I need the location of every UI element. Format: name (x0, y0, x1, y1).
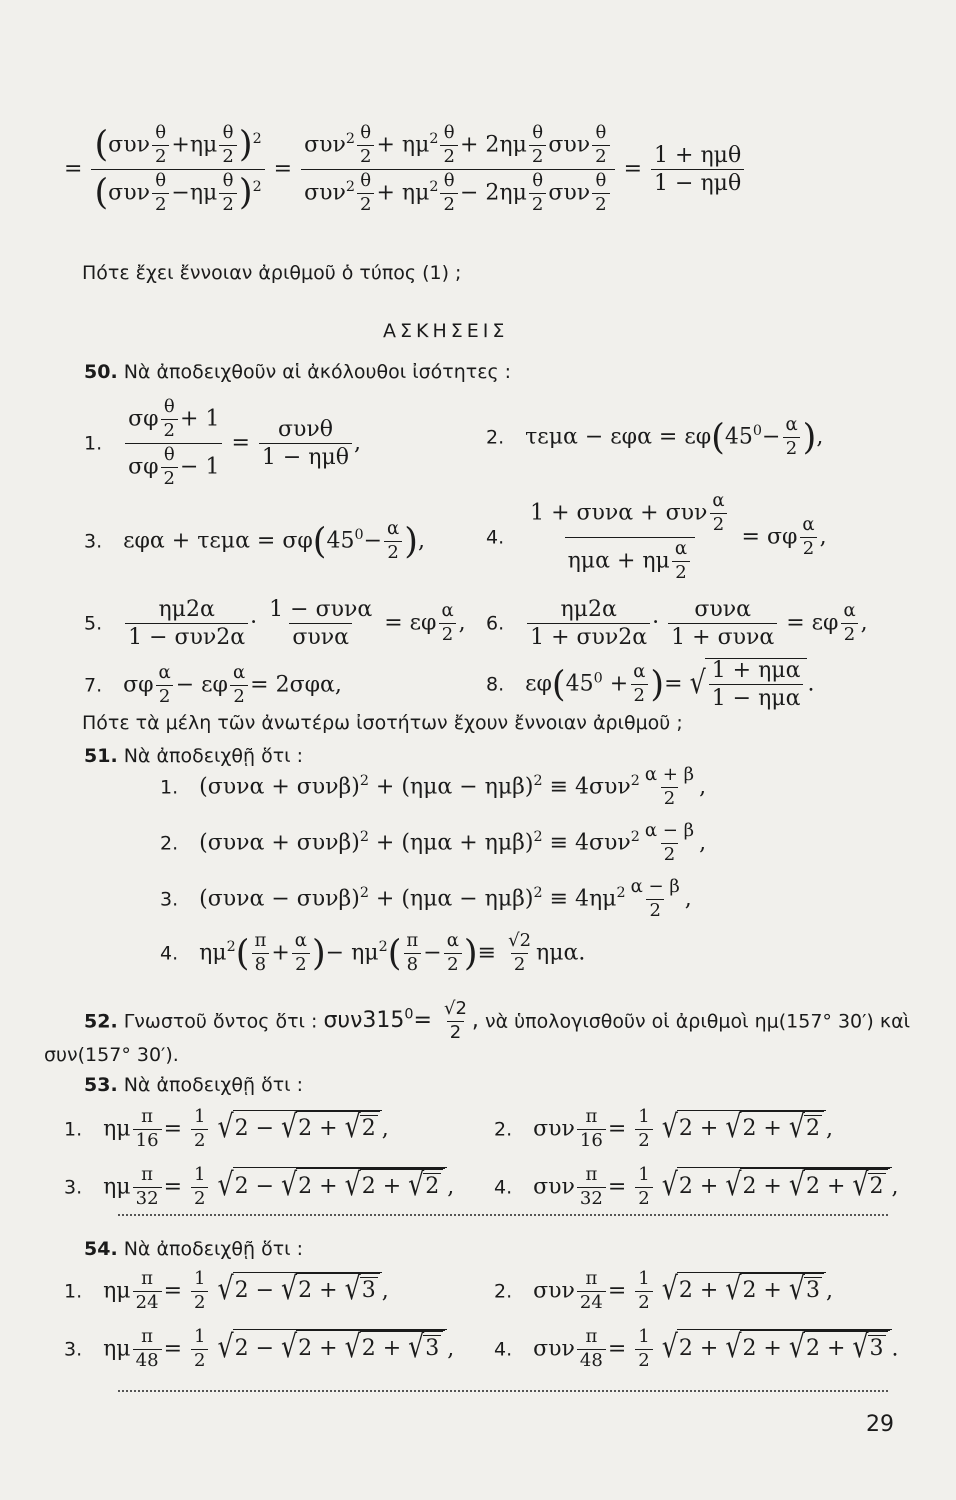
ex53-header (84, 1074, 303, 1096)
ex50-item-7: 7. σφ $\frac{\alpha}{2}$ − εφ $\frac{\alpha}{2}$ = 2σφα, (84, 662, 342, 707)
ex51-item-2: 2. $(\sigma\upsilon\nu\alpha + \sigma\upsilon\nu\beta)^2 + (\eta\mu\alpha + \eta\mu\beta)^2 \equiv 4\sigma\upsilon\nu^2$ $\frac{\alpha - \beta}{2}$ , (160, 820, 707, 865)
ex53-number: 53. (84, 1074, 118, 1096)
ex50-item-6: 6. ημ2α 1 + συν2α · συνα 1 + συνα = εφ $\frac{\alpha}{2}$ , (486, 597, 868, 651)
divider-dots (118, 1390, 888, 1392)
question-top: Πότε ἔχει ἔννοιαν ἀριθμοῦ ὁ τύπος (1) ; (82, 262, 462, 284)
ex50-item-3: 3. $\varepsilon\varphi\alpha + \tau\varepsilon\mu\alpha = \sigma\varphi(45^0-$ $\frac{\alpha}{2}$ ), (84, 518, 425, 563)
ex50-question: Πότε τὰ μέλη τῶν ἀνωτέρω ἰσοτήτων ἔχουν ἔννοιαν ἀριθμοῦ ; (82, 712, 683, 734)
section-title: ΑΣΚΗΣΕΙΣ (383, 320, 509, 342)
ex52-text-c: συν(157° 30′). (44, 1044, 179, 1066)
ex53-item-4: 4. συν $\frac{\pi}{32}$ = $\frac{1}{2}$ √2 + √2 + √2 + √2 , (494, 1164, 899, 1209)
ex51-item-3: 3. $(\sigma\upsilon\nu\alpha - \sigma\upsilon\nu\beta)^2 + (\eta\mu\alpha - \eta\mu\beta)^2 \equiv 4\eta\mu^2$ $\frac{\alpha - \beta}{2}$ , (160, 876, 692, 921)
ex53-item-2: 2. συν $\frac{\pi}{16}$ = $\frac{1}{2}$ √2 + √2 + √2 , (494, 1106, 833, 1151)
ex50-item-5: 5. ημ2α 1 − συν2α · 1 − συνα συνα = εφ $\frac{\alpha}{2}$ , (84, 597, 466, 651)
ex52-line (84, 1000, 910, 1043)
ex51-item-1: 1. $(\sigma\upsilon\nu\alpha + \sigma\upsilon\nu\beta)^2 + (\eta\mu\alpha - \eta\mu\beta)^2 \equiv 4\sigma\upsilon\nu^2$ $\frac{\alpha + \beta}{2}$ , (160, 764, 707, 809)
ex53-item-3: 3. ημ $\frac{\pi}{32}$ = $\frac{1}{2}$ √2 − √2 + √2 + √2 , (64, 1164, 455, 1209)
ex52-number: 52. (84, 1010, 118, 1033)
ex53-intro: Νὰ ἀποδειχθῇ ὅτι : (123, 1074, 304, 1096)
ex50-number: 50. (84, 361, 118, 383)
ex54-item-1: 1. ημ $\frac{\pi}{24}$ = $\frac{1}{2}$ √2 − √2 + √3 , (64, 1268, 389, 1313)
ex54-item-2: 2. συν $\frac{\pi}{24}$ = $\frac{1}{2}$ √2 + √2 + √3 , (494, 1268, 833, 1313)
ex50-item-1: 1. σφ $\frac{\theta}{2}$ + 1 σφ $\frac{\theta}{2}$ − 1 = συνθ 1 − ημθ , (84, 396, 362, 489)
equals-sign: = (273, 156, 293, 182)
ex54-item-4: 4. συν $\frac{\pi}{48}$ = $\frac{1}{2}$ √2 + √2 + √2 + √3 . (494, 1326, 899, 1371)
ex51-number: 51. (84, 745, 118, 767)
ex50-item-4: 4. 1 + συνα + συν $\frac{\alpha}{2}$ ημα + ημ $\frac{\alpha}{2}$ = σφ $\frac{\alpha}{2}$ , (486, 490, 827, 583)
ex50-header (84, 361, 511, 383)
ex54-intro: Νὰ ἀποδειχθῇ ὅτι : (123, 1238, 304, 1260)
ex51-intro: Νὰ ἀποδειχθῇ ὅτι : (123, 745, 304, 767)
ex51-header (84, 745, 303, 767)
ex50-item-2: 2. $\tau\varepsilon\mu\alpha - \varepsilon\varphi\alpha = \varepsilon\varphi(45^0-$ $\frac{\alpha}{2}$ ), (486, 414, 824, 459)
equals-sign: = (623, 156, 643, 182)
ex52-text-a: Γνωστοῦ ὄντος ὅτι : (123, 1010, 318, 1033)
top-derivation (64, 124, 746, 215)
ex54-header (84, 1238, 303, 1260)
ex53-item-1: 1. ημ $\frac{\pi}{16}$ = $\frac{1}{2}$ √2 − √2 + √2 , (64, 1106, 389, 1151)
ex52-given: $\sigma\upsilon\nu 315^0=$ $\frac{√2}{2}$ , (323, 998, 479, 1043)
lhs-fraction: (συν $\frac{\theta}{2}$ +ημ $\frac{\theta}{2}$ )$^2$ (συν $\frac{\theta}{2}$ −ημ $\frac{\theta}{2}$ )$^2$ (91, 124, 264, 215)
mid-fraction: συν$^2$ $\frac{\theta}{2}$ + $\eta\mu^2$ $\frac{\theta}{2}$ + 2ημ $\frac{\theta}{2}$ συν $\frac{\theta}{2}$ συν$^2$ $\frac{\theta}{2}$ + $\eta\mu^2$ $\frac{\theta}{2}$ − 2ημ $\frac{\theta}{2}$ συν $\frac{\theta}{2}$ (301, 124, 615, 215)
page-number: 29 (866, 1412, 894, 1437)
rhs-fraction: 1 + ημθ 1 − ημθ (651, 144, 744, 195)
ex51-item-4: 4. $\eta\mu^2$( $\frac{\pi}{8}$ + $\frac{\alpha}{2}$ )− $\eta\mu^2$( $\frac{\pi}{8}$ − $\frac{\alpha}{2}$ )≡ $\frac{√2}{2}$ ημα. (160, 930, 586, 975)
divider-dots (118, 1214, 888, 1216)
ex54-number: 54. (84, 1238, 118, 1260)
ex52-text-b: νὰ ὑπολογισθοῦν οἱ ἀριθμοὶ ημ(157° 30′) καὶ (484, 1010, 911, 1033)
equals-sign: = (64, 156, 83, 182)
ex50-item-8: 8. $\varepsilon\varphi(45^0$ + $\frac{\alpha}{2}$ )= √ 1 + ημα 1 − ημα . (486, 658, 815, 712)
ex50-intro: Νὰ ἀποδειχθοῦν αἱ ἀκόλουθοι ἰσότητες : (123, 361, 512, 383)
ex54-item-3: 3. ημ $\frac{\pi}{48}$ = $\frac{1}{2}$ √2 − √2 + √2 + √3 , (64, 1326, 455, 1371)
